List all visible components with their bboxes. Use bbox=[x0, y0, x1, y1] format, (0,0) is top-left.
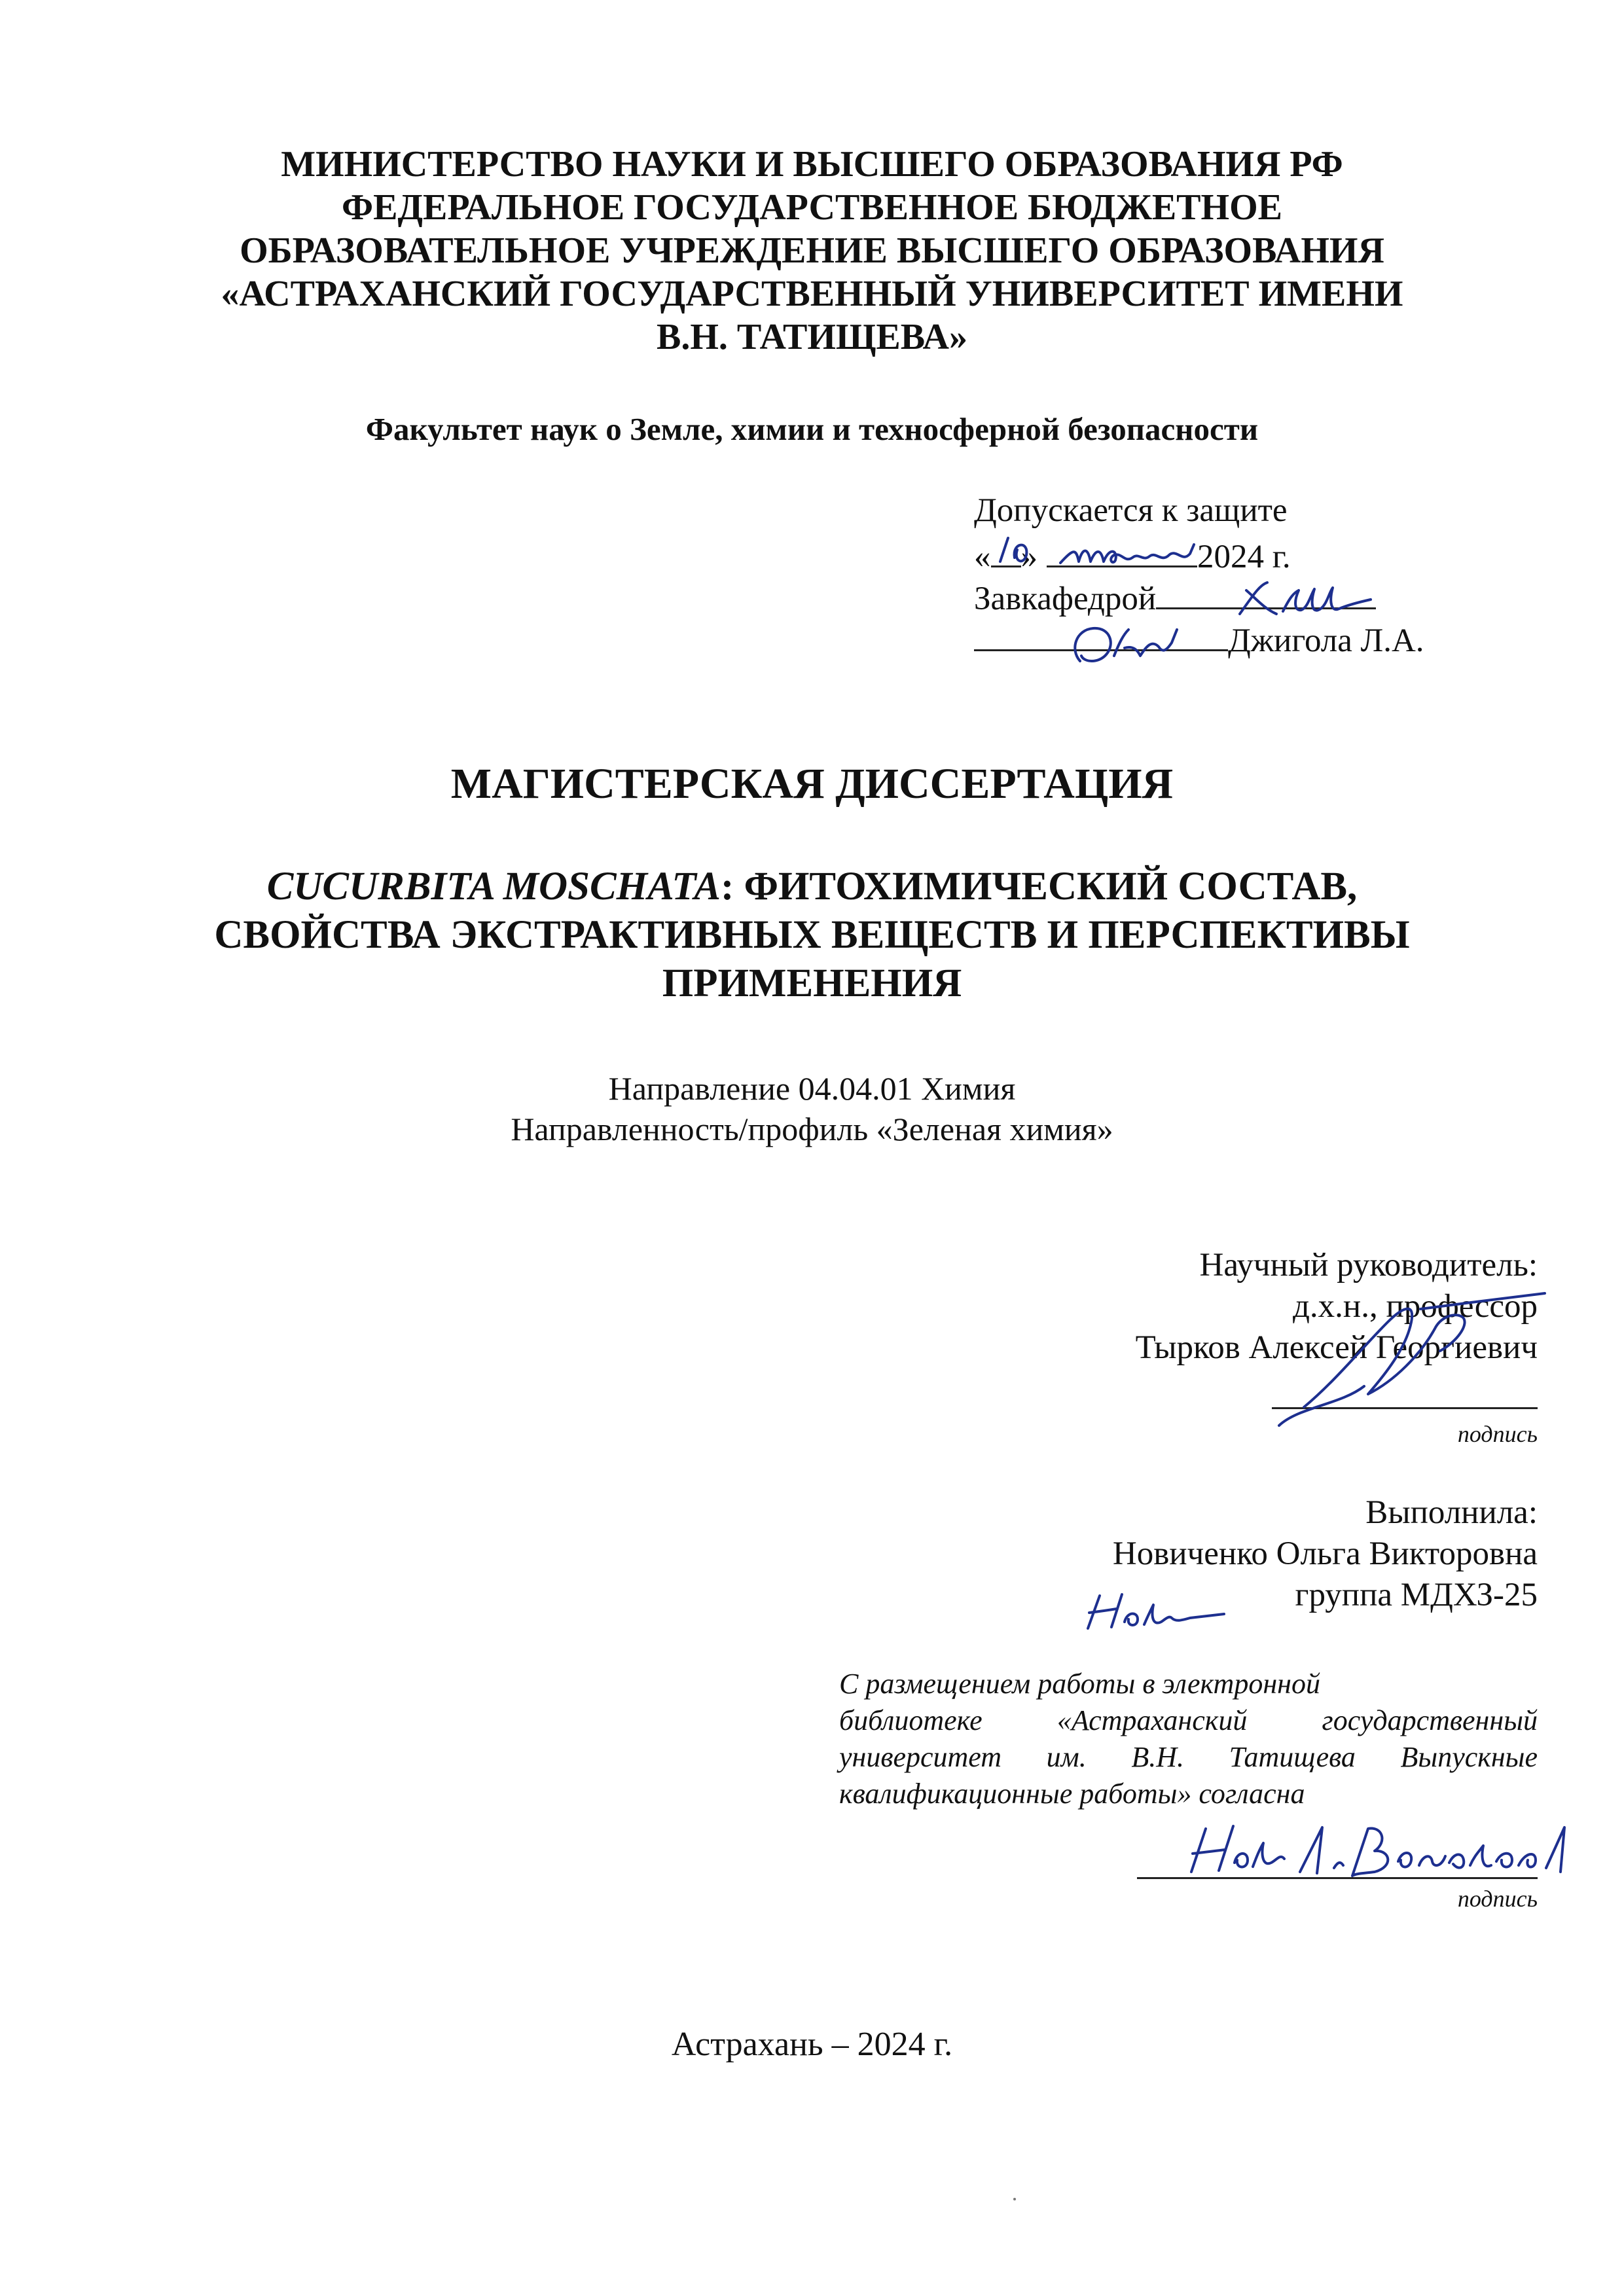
profile-line: Направленность/профиль «Зеленая химия» bbox=[511, 1111, 1113, 1147]
consent-line: С размещением работы в электронной bbox=[839, 1668, 1320, 1700]
header-line: «АСТРАХАНСКИЙ ГОСУДАРСТВЕННЫЙ УНИВЕРСИТЕТ ИМЕНИ bbox=[221, 274, 1403, 314]
quote-close: » bbox=[1020, 539, 1038, 575]
supervisor-name: Тырков Алексей Георгиевич bbox=[1135, 1329, 1538, 1366]
supervisor-degree: д.х.н., профессор bbox=[1292, 1288, 1538, 1325]
header-line: ФЕДЕРАЛЬНОЕ ГОСУДАРСТВЕННОЕ БЮДЖЕТНОЕ bbox=[342, 187, 1282, 228]
handwritten-head-name-signature bbox=[1060, 617, 1204, 675]
head-label: Завкафедрой bbox=[974, 581, 1157, 617]
title-species: CUCURBITA MOSCHATA bbox=[266, 865, 721, 908]
head-name: Джигола Л.А. bbox=[1228, 622, 1424, 659]
city-year: Астрахань – 2024 г. bbox=[671, 2026, 953, 2063]
consent-line: квалификационные работы» согласна bbox=[839, 1778, 1305, 1810]
quote-open: « bbox=[974, 539, 991, 575]
title-line-1-rest: : ФИТОХИМИЧЕСКИЙ СОСТАВ, bbox=[721, 865, 1358, 908]
student-name: Новиченко Ольга Викторовна bbox=[1112, 1535, 1538, 1572]
handwritten-supervisor-signature bbox=[1263, 1283, 1551, 1440]
handwritten-student-signature bbox=[1074, 1589, 1231, 1635]
date-year: 2024 г. bbox=[1197, 539, 1291, 575]
consent-line: университет им. В.Н. Татищева Выпускные bbox=[839, 1741, 1538, 1773]
title-line-2: СВОЙСТВА ЭКСТРАКТИВНЫХ ВЕЩЕСТВ И ПЕРСПЕКТИВЫ bbox=[214, 913, 1410, 957]
ministry-header bbox=[0, 143, 1624, 359]
consent-line: библиотеке «Астраханский государственный bbox=[839, 1704, 1538, 1736]
supervisor-label: Научный руководитель: bbox=[1199, 1247, 1538, 1283]
consent-signature-caption: подпись bbox=[1457, 1886, 1538, 1912]
supervisor-signature-caption: подпись bbox=[1457, 1421, 1538, 1447]
student-label: Выполнила: bbox=[1365, 1494, 1538, 1531]
study-direction bbox=[0, 1068, 1624, 1149]
student-group: группа МДХЗ-25 bbox=[1295, 1577, 1538, 1613]
title-line-3: ПРИМЕНЕНИЯ bbox=[662, 961, 962, 1005]
library-consent-statement bbox=[839, 1666, 1538, 1812]
handwritten-month-signature bbox=[1054, 529, 1231, 575]
title-line-1 bbox=[0, 863, 1624, 911]
header-line: ОБРАЗОВАТЕЛЬНОЕ УЧРЕЖДЕНИЕ ВЫСШЕГО ОБРАЗОВАНИЯ bbox=[240, 230, 1384, 271]
faculty-name: Факультет наук о Земле, химии и техносферной безопасности bbox=[365, 411, 1259, 447]
handwritten-head-signature bbox=[1231, 576, 1401, 622]
admit-line: Допускается к защите bbox=[974, 492, 1288, 529]
header-line: В.Н. ТАТИЩЕВА» bbox=[656, 317, 967, 357]
document-type: МАГИСТЕРСКАЯ ДИССЕРТАЦИЯ bbox=[450, 760, 1174, 808]
scan-speck bbox=[1013, 2198, 1016, 2200]
thesis-title bbox=[0, 863, 1624, 1008]
header-line: МИНИСТЕРСТВО НАУКИ И ВЫСШЕГО ОБРАЗОВАНИЯ РФ bbox=[281, 144, 1343, 185]
direction-line: Направление 04.04.01 Химия bbox=[608, 1070, 1016, 1107]
handwritten-consent-signature bbox=[1172, 1813, 1591, 1885]
